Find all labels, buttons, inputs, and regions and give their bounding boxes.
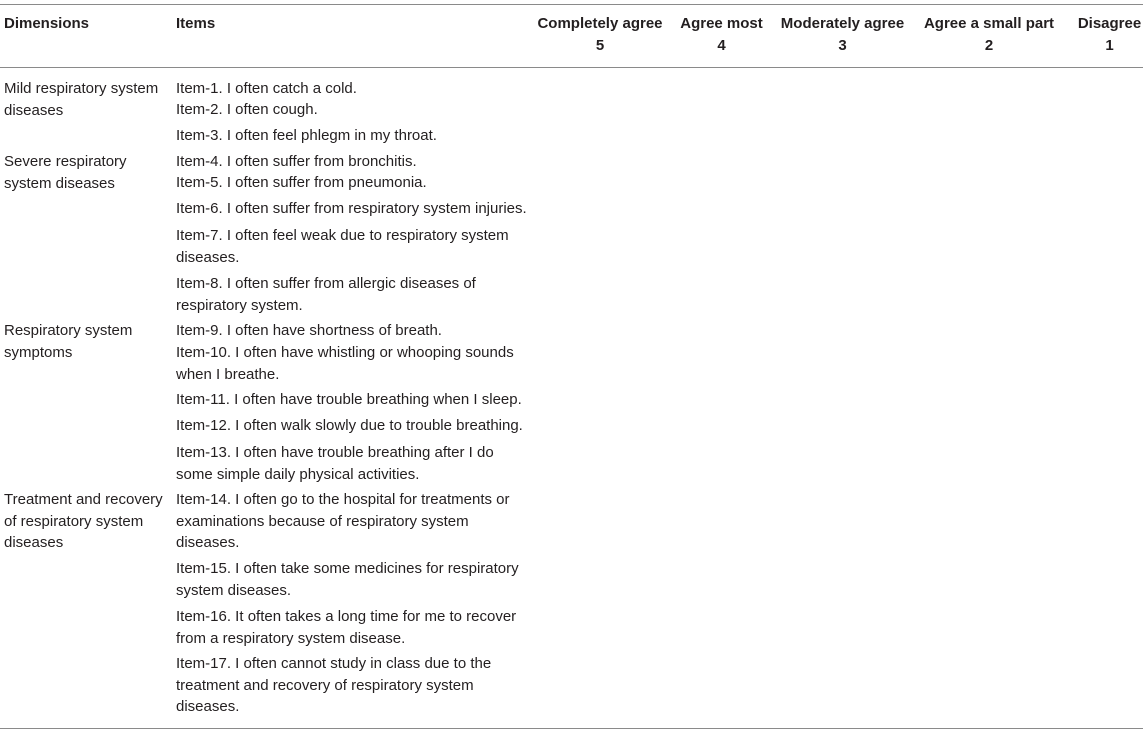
header-disagree	[1072, 13, 1147, 56]
item-1: Item-1. I often catch a cold.	[176, 80, 357, 97]
dimension-symptoms: Respiratory system symptoms	[4, 322, 133, 361]
table-bottom-rule	[0, 728, 1143, 729]
header-agree-small-part	[916, 13, 1062, 56]
header-agree-most-score: 4	[717, 36, 726, 54]
dimension-mild: Mild respiratory system diseases	[4, 80, 159, 119]
item-9: Item-9. I often have shortness of breath.	[176, 322, 442, 339]
header-moderately-agree-score: 3	[838, 36, 847, 54]
item-14: Item-14. I often go to the hospital for treatments or examinations because of respiratory system diseases.	[176, 491, 510, 551]
header-items: Items	[176, 15, 216, 32]
header-completely-agree	[530, 13, 670, 56]
item-2: Item-2. I often cough.	[176, 101, 318, 118]
item-3: Item-3. I often feel phlegm in my throat.	[176, 127, 437, 144]
header-disagree-label: Disagree	[1077, 15, 1142, 32]
header-disagree-score: 1	[1105, 36, 1114, 54]
header-agree-most-label: Agree most	[680, 15, 763, 32]
header-completely-agree-score: 5	[595, 36, 605, 54]
item-12: Item-12. I often walk slowly due to trouble breathing.	[176, 417, 523, 434]
item-17: Item-17. I often cannot study in class due to the treatment and recovery of respiratory system diseases.	[176, 655, 492, 715]
dimension-treatment: Treatment and recovery of respiratory system diseases	[4, 491, 163, 551]
item-10: Item-10. I often have whistling or whooping sounds when I breathe.	[176, 344, 514, 383]
header-agree-small-part-label: Agree a small part	[923, 15, 1055, 32]
dimension-severe: Severe respiratory system diseases	[4, 153, 127, 192]
header-moderately-agree-label: Moderately agree	[780, 15, 905, 32]
table-header-rule	[0, 67, 1143, 68]
item-13: Item-13. I often have trouble breathing after I do some simple daily physical activities.	[176, 444, 494, 483]
header-completely-agree-label: Completely agree	[537, 15, 663, 32]
item-5: Item-5. I often suffer from pneumonia.	[176, 174, 427, 191]
item-8: Item-8. I often suffer from allergic diseases of respiratory system.	[176, 275, 476, 314]
item-4: Item-4. I often suffer from bronchitis.	[176, 153, 417, 170]
item-7: Item-7. I often feel weak due to respiratory system diseases.	[176, 227, 509, 266]
item-15: Item-15. I often take some medicines for respiratory system diseases.	[176, 560, 519, 599]
item-11: Item-11. I often have trouble breathing when I sleep.	[176, 391, 522, 408]
header-agree-most	[673, 13, 770, 56]
header-dimensions: Dimensions	[4, 15, 90, 32]
table-top-rule	[0, 4, 1143, 5]
header-agree-small-part-score: 2	[984, 36, 994, 54]
header-moderately-agree	[773, 13, 912, 56]
item-6: Item-6. I often suffer from respiratory system injuries.	[176, 200, 527, 217]
item-16: Item-16. It often takes a long time for me to recover from a respiratory system disease.	[176, 608, 517, 647]
